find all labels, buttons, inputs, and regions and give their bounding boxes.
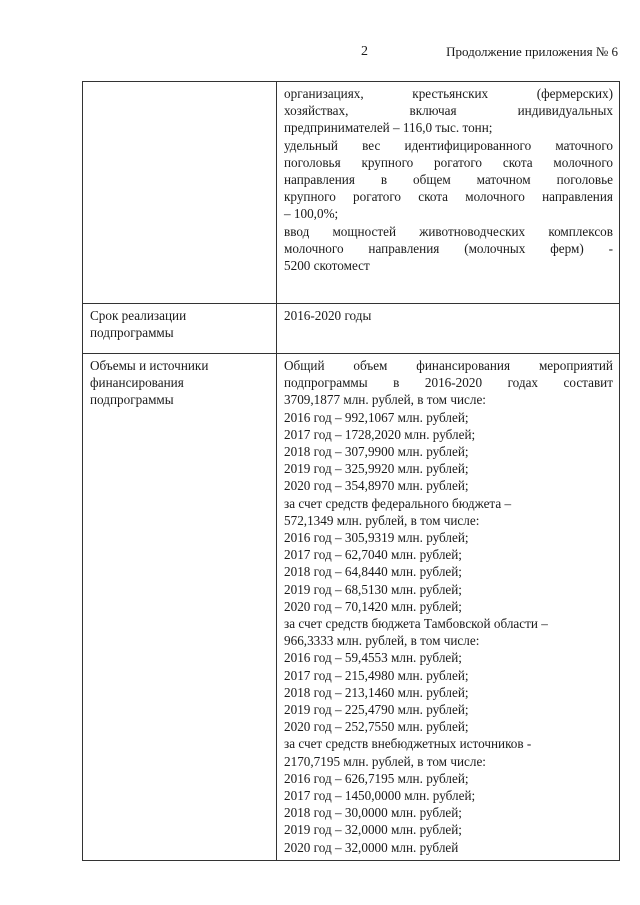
row-content-line: 2019 год – 225,4790 млн. рублей; [284,702,469,718]
row-content-line: 2017 год – 1728,2020 млн. рублей; [284,426,476,442]
row-content-line: 2017 год – 215,4980 млн. рублей; [284,667,469,683]
row-label-line: Срок реализации [90,308,187,323]
row-content-line: 2018 год – 307,9900 млн. рублей; [284,444,469,460]
table-row [83,82,620,304]
appendix-continuation-note: Продолжение приложения № 6 [446,44,618,59]
row-content-line: 2018 год – 213,1460 млн. рублей; [284,684,469,700]
row-content-line: за счет средств внебюджетных источников - [284,736,532,752]
row-content-line: 2019 год – 325,9920 млн. рублей; [284,461,469,477]
row-content-line: 2016 год – 59,4553 млн. рублей; [284,650,462,666]
row-content-line: 2017 год – 62,7040 млн. рублей; [284,547,462,563]
row-content-line: 2020 год – 70,1420 млн. рублей; [284,598,462,614]
row-content-line: подпрограммы в 2016-2020 годах составит [284,375,613,391]
row-content-line: крупного рогатого скота молочного направления [284,189,613,205]
row-content-cell [277,82,620,304]
row-content-line: направления в общем маточном поголовье [284,172,613,188]
row-content-line: 2019 год – 68,5130 млн. рублей; [284,581,462,597]
row-label-line: финансирования [90,375,184,391]
row-label-line: подпрограммы [90,392,174,408]
row-content-line: за счет средств федерального бюджета – [284,495,512,511]
row-content-line: поголовья крупного рогатого скота молочного [284,154,613,170]
row-content-cell [277,354,620,861]
row-content-line: Общий объем финансирования мероприятий [284,358,613,373]
row-content-line: 2019 год – 32,0000 млн. рублей; [284,822,462,838]
row-content-line: 2020 год – 252,7550 млн. рублей; [284,719,469,735]
row-label-cell [83,304,277,354]
row-label-line: Объемы и источники [90,358,209,373]
row-content-line: за счет средств бюджета Тамбовской области – [284,616,548,632]
row-content-line: 2018 год – 64,8440 млн. рублей; [284,564,462,580]
row-content-line: удельный вес идентифицированного маточного [284,137,613,153]
table-row [83,354,620,861]
row-content-line: 572,1349 млн. рублей, в том числе: [284,512,480,528]
row-content-line: 966,3333 млн. рублей, в том числе: [284,633,480,649]
row-content-line: хозяйствах, включая индивидуальных [284,103,613,119]
row-content-cell [277,304,620,354]
row-label-cell [83,354,277,861]
row-content-line: ввод мощностей животноводческих комплексов [284,223,613,239]
subprogram-passport-table [82,81,620,861]
row-content-line: предпринимателей – 116,0 тыс. тонн; [284,120,493,136]
row-content-line: 5200 скотомест [284,258,370,274]
row-label-cell [83,82,277,304]
row-content-line: молочного направления (молочных ферм) - [284,240,613,256]
row-content-line: 2020 год – 32,0000 млн. рублей [284,839,459,855]
table-row [83,304,620,354]
page-number: 2 [361,44,368,59]
row-content-line: 2016-2020 годы [284,308,372,323]
row-label-line: подпрограммы [90,325,174,341]
row-content-line: 2170,7195 млн. рублей, в том числе: [284,753,486,769]
row-content-line: 2020 год – 354,8970 млн. рублей; [284,478,469,494]
row-content-line: организациях, крестьянских (фермерских) [284,86,613,101]
row-content-line: 2016 год – 305,9319 млн. рублей; [284,530,469,546]
row-content-line: 2017 год – 1450,0000 млн. рублей; [284,788,476,804]
row-content-line: 2016 год – 626,7195 млн. рублей; [284,770,469,786]
row-content-line: – 100,0%; [284,206,339,222]
row-content-line: 2016 год – 992,1067 млн. рублей; [284,409,469,425]
row-content-line: 3709,1877 млн. рублей, в том числе: [284,392,486,408]
row-content-line: 2018 год – 30,0000 млн. рублей; [284,805,462,821]
